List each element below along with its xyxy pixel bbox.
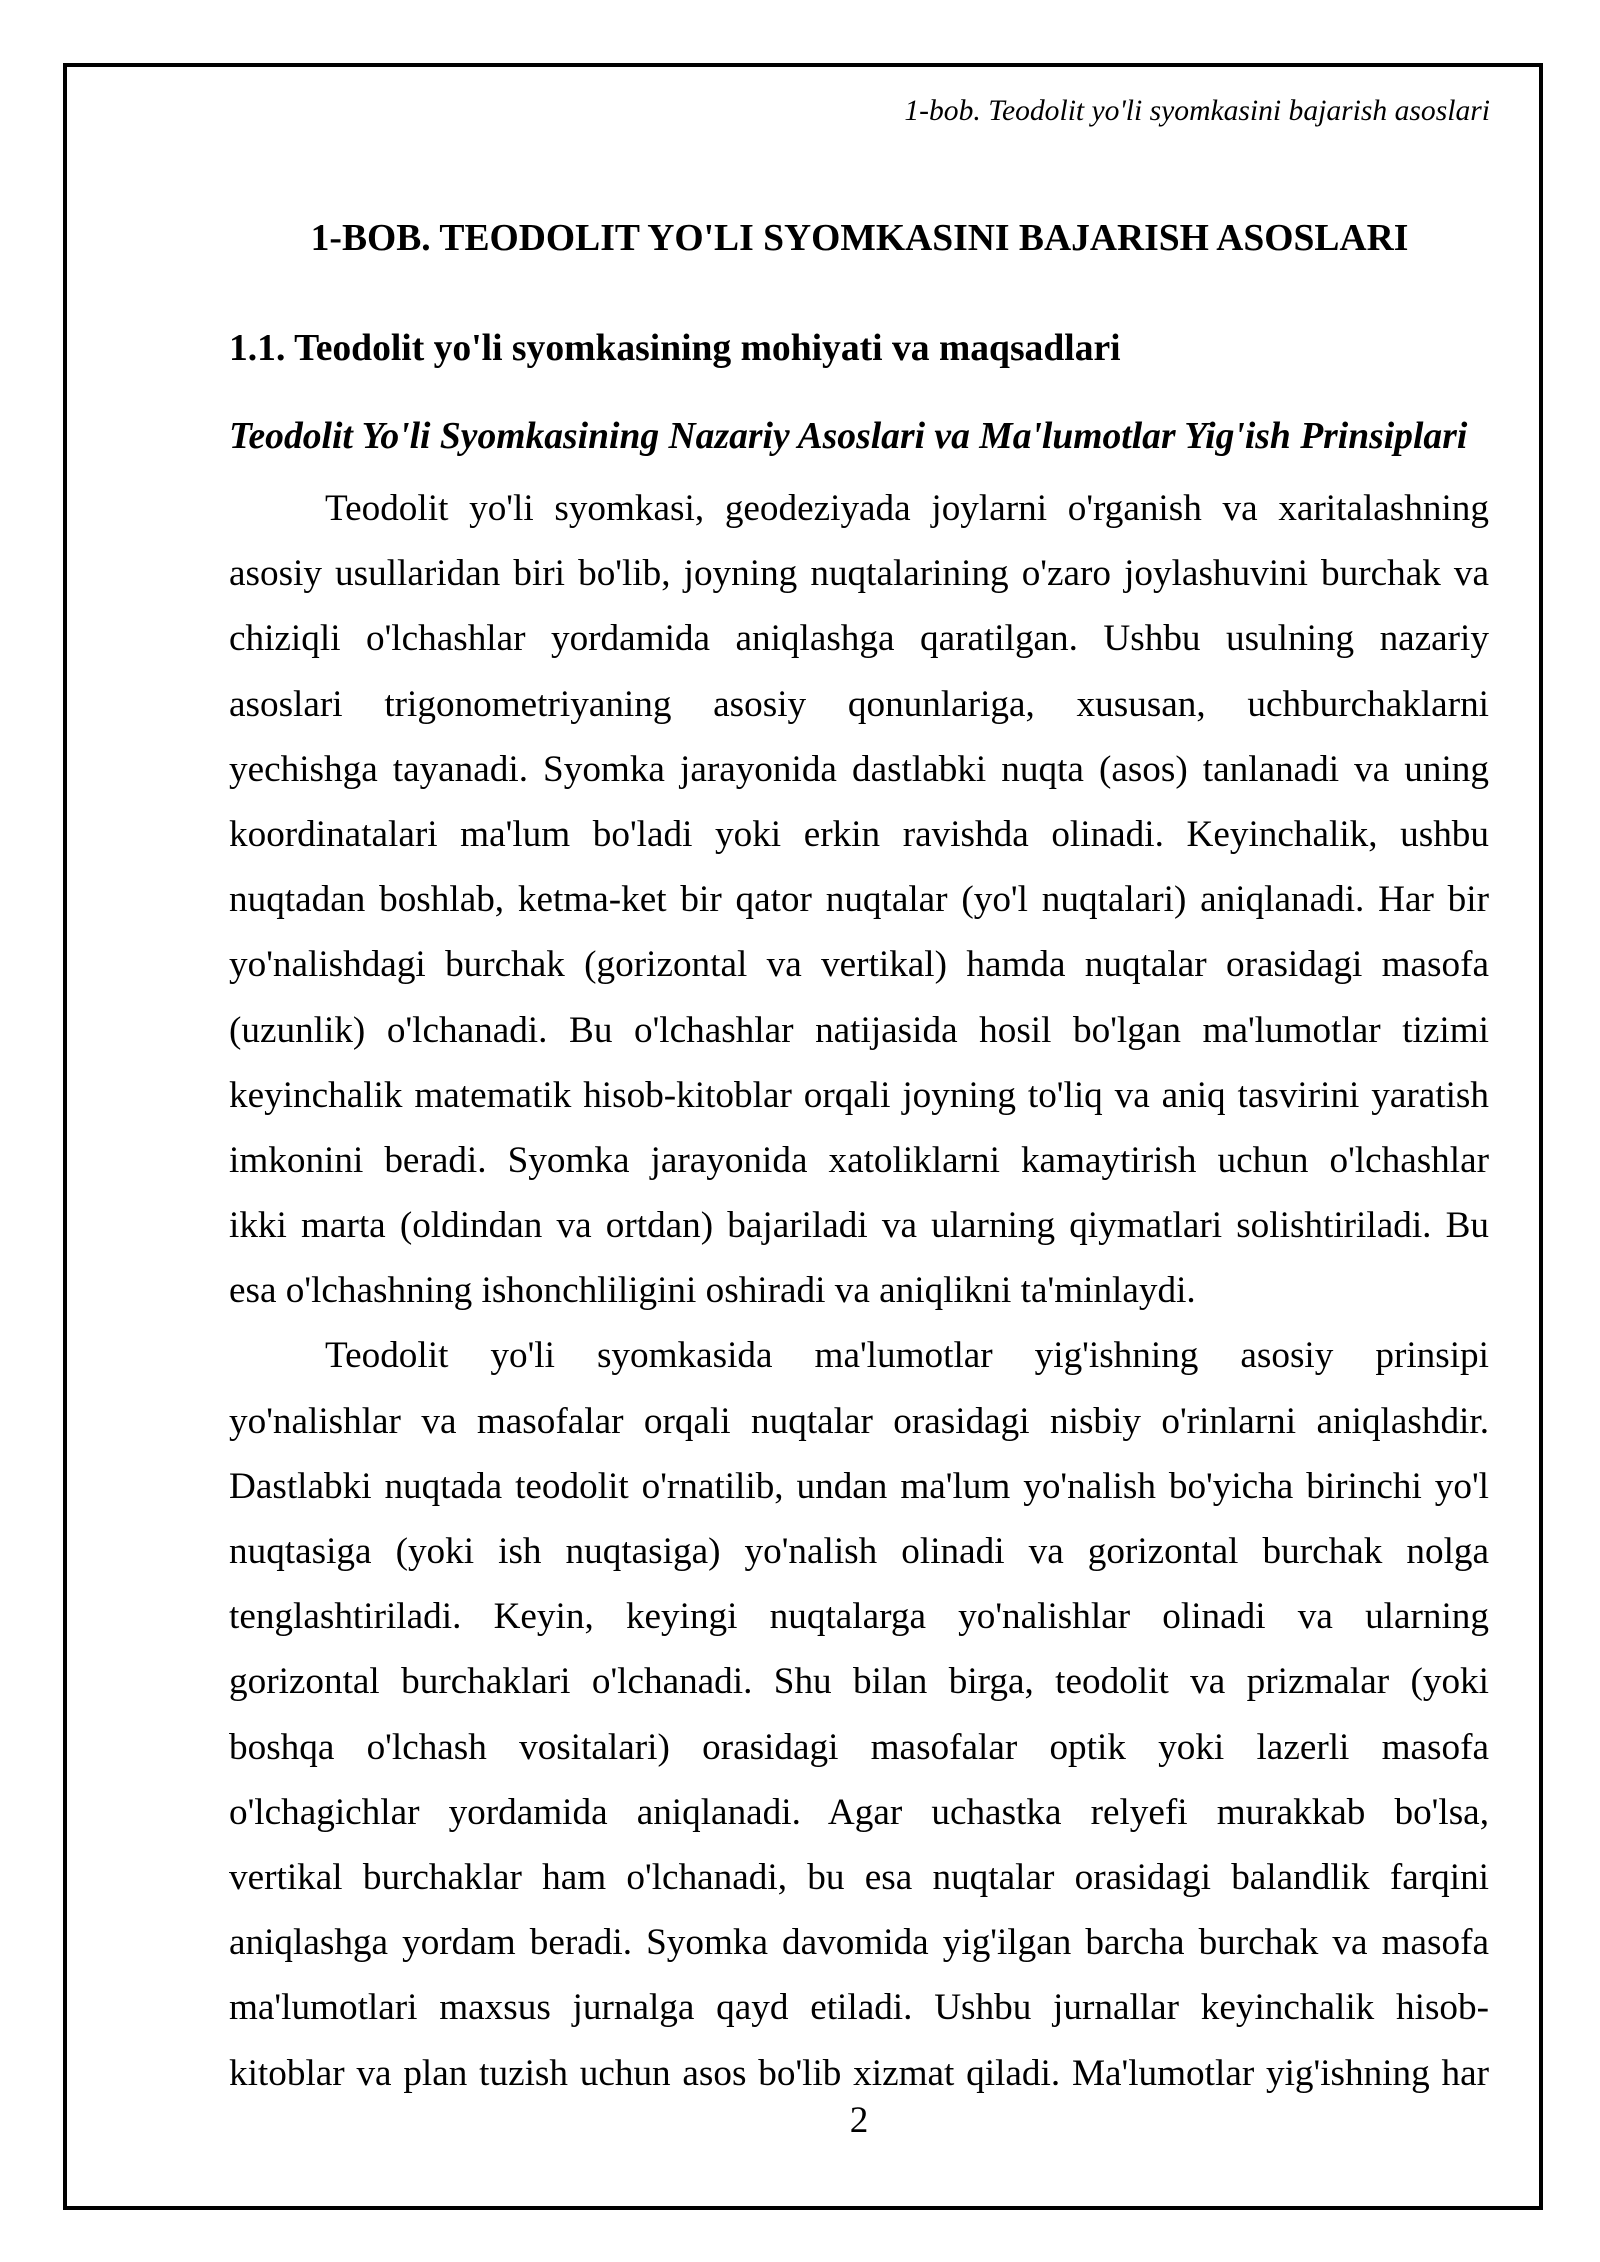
text-line: asoslari trigonometriyaning asosiy qonunlariga, xususan, uchburchaklarni: [229, 683, 1489, 725]
body-text: [229, 476, 1489, 2106]
section-heading: 1.1. Teodolit yo'li syomkasining mohiyati va maqsadlari: [229, 328, 1121, 369]
text-line: asosiy usullaridan biri bo'lib, joyning nuqtalarining o'zaro joylashuvini burchak va: [229, 553, 1489, 595]
page-number: 2: [849, 2100, 869, 2141]
text-line: vertikal burchaklar ham o'lchanadi, bu esa nuqtalar orasidagi balandlik farqini: [229, 1856, 1489, 1898]
text-line: ma'lumotlari maxsus jurnalga qayd etiladi. Ushbu jurnallar keyinchalik hisob-: [229, 1987, 1489, 2029]
text-line: koordinatalari ma'lum bo'ladi yoki erkin ravishda olinadi. Keyinchalik, ushbu: [229, 813, 1489, 855]
text-line: gorizontal burchaklari o'lchanadi. Shu bilan birga, teodolit va prizmalar (yoki: [229, 1661, 1489, 1703]
text-line: tenglashtiriladi. Keyin, keyingi nuqtalarga yo'nalishlar olinadi va ularning: [229, 1596, 1489, 1638]
text-line: nuqtadan boshlab, ketma-ket bir qator nuqtalar (yo'l nuqtalari) aniqlanadi. Har bir: [229, 879, 1489, 921]
text-line: keyinchalik matematik hisob-kitoblar orqali joyning to'liq va aniq tasvirini yaratish: [229, 1074, 1489, 1116]
text-line: (uzunlik) o'lchanadi. Bu o'lchashlar natijasida hosil bo'lgan ma'lumotlar tizimi: [229, 1009, 1489, 1051]
text-line: Teodolit yo'li syomkasida ma'lumotlar yig'ishning asosiy prinsipi: [325, 1335, 1489, 1377]
text-line: o'lchagichlar yordamida aniqlanadi. Agar uchastka relyefi murakkab bo'lsa,: [229, 1791, 1489, 1833]
text-line: esa o'lchashning ishonchliligini oshiradi va aniqlikni ta'minlaydi.: [229, 1270, 1196, 1312]
text-line: Dastlabki nuqtada teodolit o'rnatilib, undan ma'lum yo'nalish bo'yicha birinchi yo'l: [229, 1465, 1489, 1507]
text-line: imkonini beradi. Syomka jarayonida xatoliklarni kamaytirish uchun o'lchashlar: [229, 1139, 1489, 1181]
paragraph-2: [229, 1323, 1489, 2105]
text-line: boshqa o'lchash vositalari) orasidagi masofalar optik yoki lazerli masofa: [229, 1726, 1489, 1768]
text-line: aniqlashga yordam beradi. Syomka davomida yig'ilgan barcha burchak va masofa: [229, 1922, 1489, 1964]
text-line: Teodolit yo'li syomkasi, geodeziyada joylarni o'rganish va xaritalashning: [325, 488, 1489, 529]
chapter-title: 1-BOB. TEODOLIT YO'LI SYOMKASINI BAJARISH ASOSLARI: [310, 218, 1409, 259]
text-line: yo'nalishlar va masofalar orqali nuqtalar orasidagi nisbiy o'rinlarni aniqlashdir.: [229, 1400, 1489, 1442]
text-line: yo'nalishdagi burchak (gorizontal va vertikal) hamda nuqtalar orasidagi masofa: [229, 944, 1489, 986]
text-line: kitoblar va plan tuzish uchun asos bo'lib xizmat qiladi. Ma'lumotlar yig'ishning har: [229, 2052, 1489, 2094]
text-line: ikki marta (oldindan va ortdan) bajariladi va ularning qiymatlari solishtiriladi. Bu: [229, 1205, 1489, 1247]
subheading: Teodolit Yo'li Syomkasining Nazariy Asoslari va Ma'lumotlar Yig'ish Prinsiplari: [229, 416, 1468, 457]
text-line: yechishga tayanadi. Syomka jarayonida dastlabki nuqta (asos) tanlanadi va uning: [229, 748, 1489, 790]
text-line: chiziqli o'lchashlar yordamida aniqlashga qaratilgan. Ushbu usulning nazariy: [229, 618, 1489, 660]
paragraph-1: [229, 476, 1489, 1323]
text-line: nuqtasiga (yoki ish nuqtasiga) yo'nalish olinadi va gorizontal burchak nolga: [229, 1531, 1489, 1572]
running-header: 1-bob. Teodolit yo'li syomkasini bajarish asoslari: [904, 95, 1490, 127]
